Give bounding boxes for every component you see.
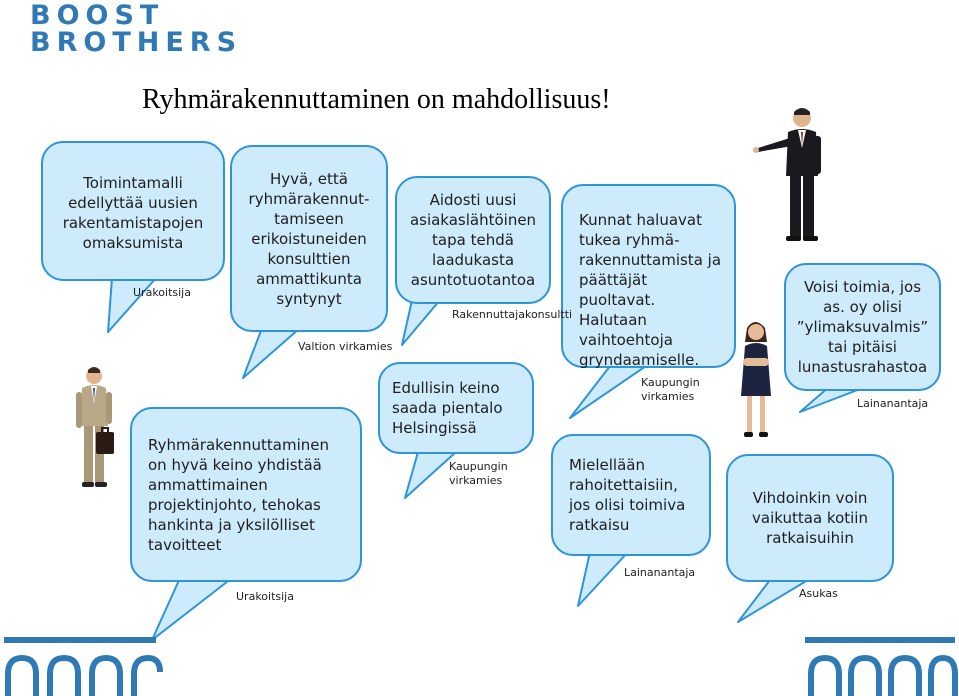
bubble-3-text: Ryhmärakennuttaminen on hyvä keino yhdistää ammattimainen projektinjohto, tehokas hankinta ja yksilölliset tavoitteet bbox=[148, 435, 330, 554]
businesswoman-icon bbox=[733, 318, 779, 442]
bubble-2-text: Hyvä, että ryhmärakennut-tamiseen erikoistuneiden konsulttien ammattikunta syntynyt bbox=[248, 169, 370, 308]
bubble-4-text: Aidosti uusi asiakaslähtöinen tapa tehdä laadukasta asuntotuotantoa bbox=[409, 191, 537, 289]
speaker-label-4: Rakennuttajakonsultti bbox=[452, 308, 573, 321]
bubble-tail-3 bbox=[152, 578, 232, 640]
bubble-7-text: Mielellään rahoitettaisiin, jos olisi toimiva ratkaisu bbox=[569, 456, 686, 534]
bubble-tail-4 bbox=[402, 300, 440, 345]
page-title: Ryhmärakennuttaminen on mahdollisuus! bbox=[142, 84, 611, 115]
speech-bubble-1 bbox=[41, 141, 225, 281]
arches-right-decoration bbox=[805, 636, 959, 696]
speech-bubble-5 bbox=[378, 362, 534, 454]
speaker-label-6: Kaupungin virkamies bbox=[641, 376, 700, 403]
speech-bubble-7 bbox=[551, 434, 711, 556]
bubble-6-text: Kunnat haluavat tukea ryhmä-rakennuttamista ja päättäjät puoltavat. Halutaan vaihtoehtoja gryndaamiselle. bbox=[579, 211, 722, 369]
logo-line-2: BROTHERS bbox=[30, 27, 243, 58]
speaker-label-2: Valtion virkamies bbox=[298, 340, 393, 353]
speech-bubble-2 bbox=[230, 145, 388, 332]
bubble-8-text: Voisi toimia, jos as. oy olisi ”ylimaksuvalmis” tai pitäisi lunastusrahastoa bbox=[796, 278, 929, 376]
speech-bubble-4 bbox=[395, 176, 551, 304]
bubble-tail-6 bbox=[570, 366, 646, 418]
speech-bubble-6 bbox=[561, 184, 736, 368]
bubble-tail-2 bbox=[243, 328, 300, 378]
speech-bubble-9 bbox=[726, 454, 894, 582]
speaker-label-1: Urakoitsija bbox=[133, 286, 191, 299]
bubble-5-text: Edullisin keino saada pientalo Helsingissä bbox=[392, 379, 503, 437]
speaker-label-5: Kaupungin virkamies bbox=[449, 460, 508, 487]
arches-left-decoration bbox=[0, 636, 160, 696]
bubble-tail-9 bbox=[738, 580, 808, 622]
speaker-label-7: Lainanantaja bbox=[624, 566, 696, 579]
speaker-label-3: Urakoitsija bbox=[236, 590, 294, 603]
speech-bubble-3 bbox=[130, 407, 362, 582]
speaker-label-8: Lainanantaja bbox=[857, 397, 929, 410]
logo-line-1: BOOST bbox=[30, 0, 165, 31]
bubble-tail-7 bbox=[578, 552, 628, 606]
businessman-briefcase-icon bbox=[70, 364, 120, 494]
speech-bubble-8 bbox=[784, 263, 941, 391]
speaker-label-9: Asukas bbox=[799, 587, 838, 600]
bubble-1-text: Toimintamalli edellyttää uusien rakentamistapojen omaksumista bbox=[62, 174, 204, 252]
bubble-9-text: Vihdoinkin voin vaikuttaa kotiin ratkaisuihin bbox=[752, 489, 868, 547]
businessman-presenting-icon bbox=[752, 104, 836, 246]
